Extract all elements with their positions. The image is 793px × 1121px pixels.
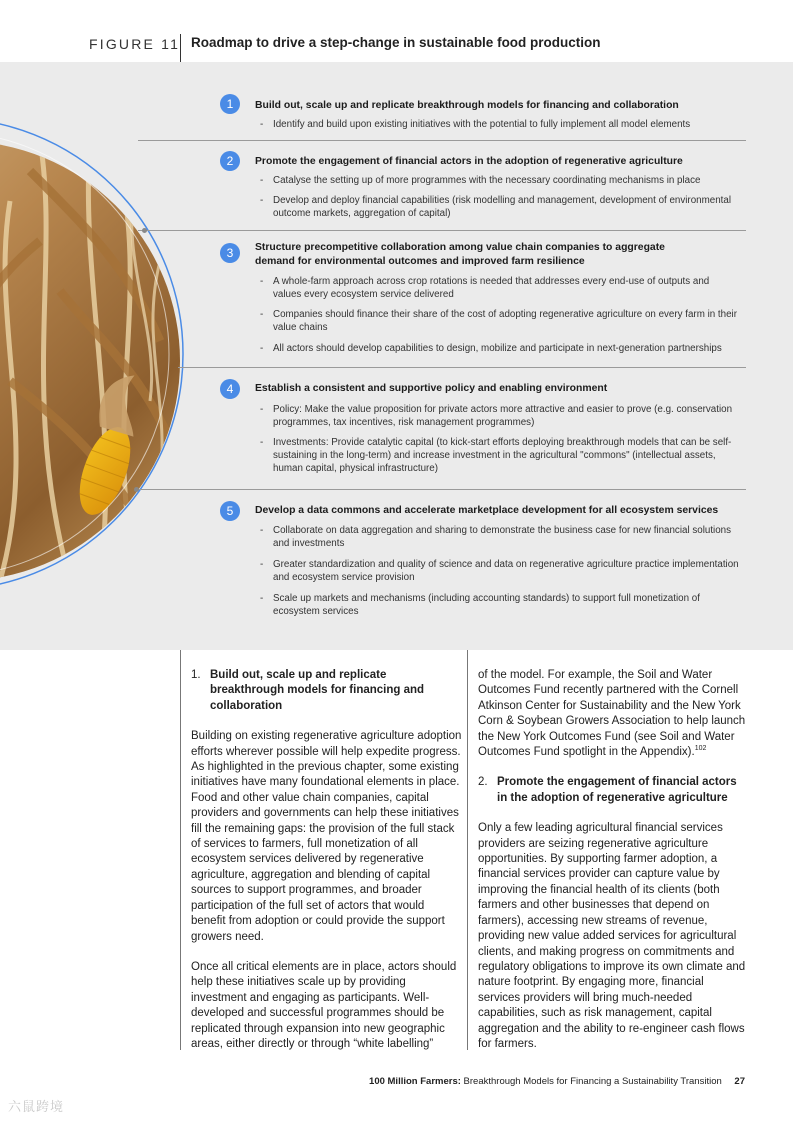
step-title: Promote the engagement of financial actors in the adoption of regenerative agriculture bbox=[255, 156, 683, 167]
step-bullet: - Investments: Provide catalytic capital (to kick-start efforts deploying breakthrough models that can be self-sustaining in the long-term) and increase investment in the agricultural "commons" (intellectual assets, human capital, physical infrastructure) bbox=[260, 437, 732, 474]
step-number-badge: 5 bbox=[220, 501, 240, 521]
step-title: Build out, scale up and replicate breakthrough models for financing and collaboration bbox=[255, 100, 679, 111]
section-heading: 2. Promote the engagement of financial actors in the adoption of regenerative agriculture bbox=[478, 776, 737, 804]
body-paragraph: Once all critical elements are in place, actors should help these initiatives scale up by providing investment and engaging as participants. Well-developed and successful programmes should be replicated through expansion into new geographic areas, either directly or through “white labelling” bbox=[191, 960, 457, 1050]
header-divider bbox=[180, 34, 181, 62]
step-bullet: - Greater standardization and quality of science and data on regenerative agriculture practice implementation and ecosystem service provision bbox=[260, 559, 739, 583]
step-bullet: - Identify and build upon existing initiatives with the potential to fully implement all model elements bbox=[260, 119, 691, 130]
step-number-badge: 4 bbox=[220, 379, 240, 399]
page-number: 27 bbox=[734, 1076, 745, 1087]
step-number-badge: 3 bbox=[220, 243, 240, 263]
report-title: Breakthrough Models for Financing a Sustainability Transition bbox=[463, 1076, 722, 1087]
section-heading: 1. Build out, scale up and replicate breakthrough models for financing and collaboration bbox=[191, 669, 425, 712]
step-number-badge: 1 bbox=[220, 94, 240, 114]
roadmap-panel bbox=[0, 62, 793, 650]
step-title: Develop a data commons and accelerate marketplace development for all ecosystem services bbox=[255, 505, 719, 516]
arc-node bbox=[134, 487, 139, 492]
step-bullet: - Collaborate on data aggregation and sharing to demonstrate the business case for new financial solutions and investments bbox=[260, 525, 732, 549]
step-bullet: - A whole-farm approach across crop rotations is needed that addresses every end-use of outputs and values every ecosystem service delivered bbox=[260, 276, 710, 300]
step-bullet: - Companies should finance their share of the cost of adopting regenerative agriculture on every farm in their value chains bbox=[260, 309, 737, 333]
page-footer bbox=[0, 1076, 745, 1087]
figure-title: Roadmap to drive a step-change in sustainable food production bbox=[191, 35, 601, 50]
body-paragraph: Building on existing regenerative agriculture adoption efforts wherever possible will help expedite progress. As highlighted in the previous chapter, some existing initiatives have many foundational elements in place. Food and other value chain companies, capital providers and governments can help these initiatives fill the remaining gaps: the provision of the full stack of services to farmers, full monetization of all ecosystem services delivered by regenerative agriculture, aggregation and blending of capital sources to support programmes, and broader participation of the full set of actors that would benefit from adoption or could provide the support growers need. bbox=[191, 730, 462, 943]
figure-label: FIGURE 11 bbox=[89, 36, 181, 52]
body-paragraph: of the model. For example, the Soil and Water Outcomes Fund recently partnered with the Cornell Atkinson Center for Sustainability and the New York Corn & Soybean Growers Association to help launch the New York Outcomes Fund (see Soil and Water Outcomes Fund spotlight in the Appendix).$^{102}$ bbox=[478, 669, 746, 759]
step-separator bbox=[138, 140, 746, 141]
body-paragraph: Only a few leading agricultural financial services providers are seizing regenerative agriculture opportunities. By supporting farmer adoption, a financial services provider can capture value by improving the financial health of its clients (both farmers and other businesses that depend on farmers), accessing new streams of revenue, providing new value added services for agricultural clients, and making progress on commitments and regulatory obligations to improve its own climate and nature footprint. By engaging more, financial services providers will bring much-needed capabilities, such as risk management, capital aggregation and the ability to re-engineer cash flows for farmers. bbox=[478, 822, 746, 1050]
step-number-badge: 2 bbox=[220, 151, 240, 171]
step-bullet: - All actors should develop capabilities to design, mobilize and participate in next-generation partnerships bbox=[260, 343, 722, 354]
footnote-ref: 102 bbox=[694, 745, 707, 753]
step-bullet: - Policy: Make the value proposition for private actors more attractive and easier to prove (e.g. conservation programmes, tax incentives, risk management programmes) bbox=[260, 404, 733, 428]
step-separator bbox=[178, 367, 746, 368]
figure-header bbox=[0, 0, 793, 62]
step-separator bbox=[138, 489, 746, 490]
watermark: 六鼠跨境 bbox=[8, 1099, 65, 1114]
body-column-left bbox=[180, 650, 462, 1050]
body-column-right bbox=[467, 650, 747, 1050]
step-bullet: - Develop and deploy financial capabilities (risk modelling and management, development of environmental outcome markets, aggregation of capital) bbox=[260, 195, 731, 219]
step-separator bbox=[138, 230, 746, 231]
step-title: Structure precompetitive collaboration among value chain companies to aggregate demand for environmental outcomes and improved farm resilience bbox=[255, 242, 665, 267]
step-title: Establish a consistent and supportive policy and enabling environment bbox=[255, 383, 608, 394]
step-bullet: - Catalyse the setting up of more programmes with the necessary coordinating mechanisms in place bbox=[260, 175, 701, 186]
arc-node bbox=[142, 228, 147, 233]
report-title-bold: 100 Million Farmers: bbox=[369, 1076, 461, 1087]
step-bullet: - Scale up markets and mechanisms (including accounting standards) to support full monetization of ecosystem services bbox=[260, 593, 700, 617]
